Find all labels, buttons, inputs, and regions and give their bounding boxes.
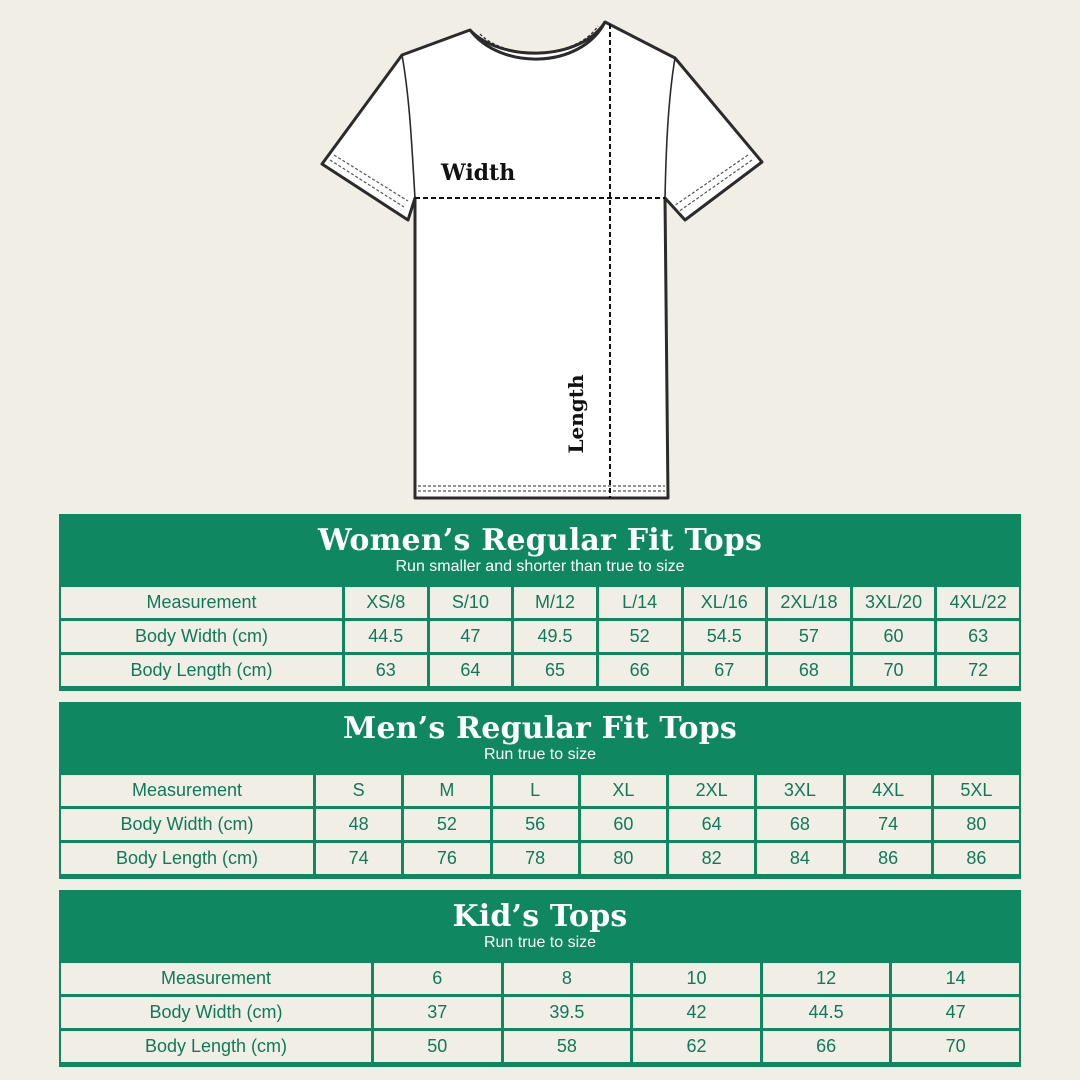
table-cell: 50 bbox=[374, 1031, 501, 1062]
kids-size-chart bbox=[59, 890, 1021, 1067]
table-cell: XL/16 bbox=[684, 587, 766, 618]
table-cell: 62 bbox=[633, 1031, 760, 1062]
length-label: Length bbox=[564, 374, 588, 454]
table-cell: Body Width (cm) bbox=[61, 809, 313, 840]
table-cell: S/10 bbox=[430, 587, 512, 618]
mens-chart-title: Men’s Regular Fit Tops bbox=[343, 711, 737, 746]
table-cell: 80 bbox=[581, 843, 666, 874]
table-cell: 60 bbox=[853, 621, 935, 652]
table-cell: 2XL bbox=[669, 775, 754, 806]
table-cell: 66 bbox=[763, 1031, 890, 1062]
table-cell: S bbox=[316, 775, 401, 806]
table-cell: XS/8 bbox=[345, 587, 427, 618]
table-cell: 10 bbox=[633, 963, 760, 994]
table-cell: 12 bbox=[763, 963, 890, 994]
womens-chart-subtitle: Run smaller and shorter than true to size bbox=[395, 558, 685, 575]
mens-chart-subtitle: Run true to size bbox=[483, 746, 597, 763]
table-cell: 80 bbox=[934, 809, 1019, 840]
table-cell: 48 bbox=[316, 809, 401, 840]
womens-size-chart bbox=[59, 514, 1021, 691]
table-cell: 8 bbox=[504, 963, 631, 994]
table-cell: 67 bbox=[684, 655, 766, 686]
table-cell: 72 bbox=[937, 655, 1019, 686]
table-cell: 70 bbox=[853, 655, 935, 686]
kids-chart-subtitle: Run true to size bbox=[483, 934, 597, 951]
table-cell: 64 bbox=[430, 655, 512, 686]
table-cell: 64 bbox=[669, 809, 754, 840]
table-row bbox=[61, 997, 1019, 1028]
table-cell: M bbox=[404, 775, 489, 806]
table-cell: Body Length (cm) bbox=[61, 655, 342, 686]
table-cell: 52 bbox=[404, 809, 489, 840]
table-cell: 54.5 bbox=[684, 621, 766, 652]
table-cell: Body Length (cm) bbox=[61, 843, 313, 874]
kids-chart-header bbox=[61, 890, 1019, 963]
table-cell: 57 bbox=[768, 621, 850, 652]
table-cell: 44.5 bbox=[763, 997, 890, 1028]
tshirt-diagram bbox=[310, 12, 770, 504]
table-cell: 3XL/20 bbox=[853, 587, 935, 618]
womens-chart-header bbox=[61, 514, 1019, 587]
table-cell: 6 bbox=[374, 963, 501, 994]
table-cell: 52 bbox=[599, 621, 681, 652]
table-cell: 39.5 bbox=[504, 997, 631, 1028]
table-row bbox=[61, 1031, 1019, 1062]
table-cell: 78 bbox=[493, 843, 578, 874]
table-cell: 47 bbox=[430, 621, 512, 652]
table-cell: Body Width (cm) bbox=[61, 621, 342, 652]
table-row bbox=[61, 775, 1019, 806]
table-cell: 74 bbox=[846, 809, 931, 840]
table-cell: 68 bbox=[757, 809, 842, 840]
table-cell: 74 bbox=[316, 843, 401, 874]
table-cell: 44.5 bbox=[345, 621, 427, 652]
mens-chart-header bbox=[61, 702, 1019, 775]
table-cell: 70 bbox=[892, 1031, 1019, 1062]
mens-size-table bbox=[58, 772, 1022, 877]
mens-size-chart bbox=[59, 702, 1021, 879]
table-cell: 63 bbox=[345, 655, 427, 686]
table-cell: Body Length (cm) bbox=[61, 1031, 371, 1062]
table-cell: 65 bbox=[514, 655, 596, 686]
table-cell: 3XL bbox=[757, 775, 842, 806]
table-cell: Measurement bbox=[61, 587, 342, 618]
table-cell: 82 bbox=[669, 843, 754, 874]
table-cell: 2XL/18 bbox=[768, 587, 850, 618]
table-row bbox=[61, 963, 1019, 994]
table-cell: 58 bbox=[504, 1031, 631, 1062]
table-cell: 60 bbox=[581, 809, 666, 840]
table-cell: 86 bbox=[846, 843, 931, 874]
kids-chart-title: Kid’s Tops bbox=[452, 899, 628, 934]
table-row bbox=[61, 621, 1019, 652]
table-cell: 4XL/22 bbox=[937, 587, 1019, 618]
table-cell: 76 bbox=[404, 843, 489, 874]
table-cell: 56 bbox=[493, 809, 578, 840]
table-cell: 5XL bbox=[934, 775, 1019, 806]
table-cell: Measurement bbox=[61, 775, 313, 806]
table-cell: 49.5 bbox=[514, 621, 596, 652]
table-cell: L bbox=[493, 775, 578, 806]
table-cell: 37 bbox=[374, 997, 501, 1028]
table-row bbox=[61, 655, 1019, 686]
table-cell: Body Width (cm) bbox=[61, 997, 371, 1028]
table-cell: M/12 bbox=[514, 587, 596, 618]
table-cell: 68 bbox=[768, 655, 850, 686]
table-row bbox=[61, 809, 1019, 840]
table-cell: L/14 bbox=[599, 587, 681, 618]
table-row bbox=[61, 843, 1019, 874]
table-cell: XL bbox=[581, 775, 666, 806]
womens-chart-title: Women’s Regular Fit Tops bbox=[317, 523, 763, 558]
table-cell: 47 bbox=[892, 997, 1019, 1028]
table-cell: 63 bbox=[937, 621, 1019, 652]
table-cell: Measurement bbox=[61, 963, 371, 994]
table-cell: 42 bbox=[633, 997, 760, 1028]
table-cell: 4XL bbox=[846, 775, 931, 806]
table-cell: 84 bbox=[757, 843, 842, 874]
table-cell: 66 bbox=[599, 655, 681, 686]
width-label: Width bbox=[441, 160, 516, 186]
kids-size-table bbox=[58, 960, 1022, 1065]
womens-size-table bbox=[58, 584, 1022, 689]
table-cell: 86 bbox=[934, 843, 1019, 874]
table-cell: 14 bbox=[892, 963, 1019, 994]
table-row bbox=[61, 587, 1019, 618]
